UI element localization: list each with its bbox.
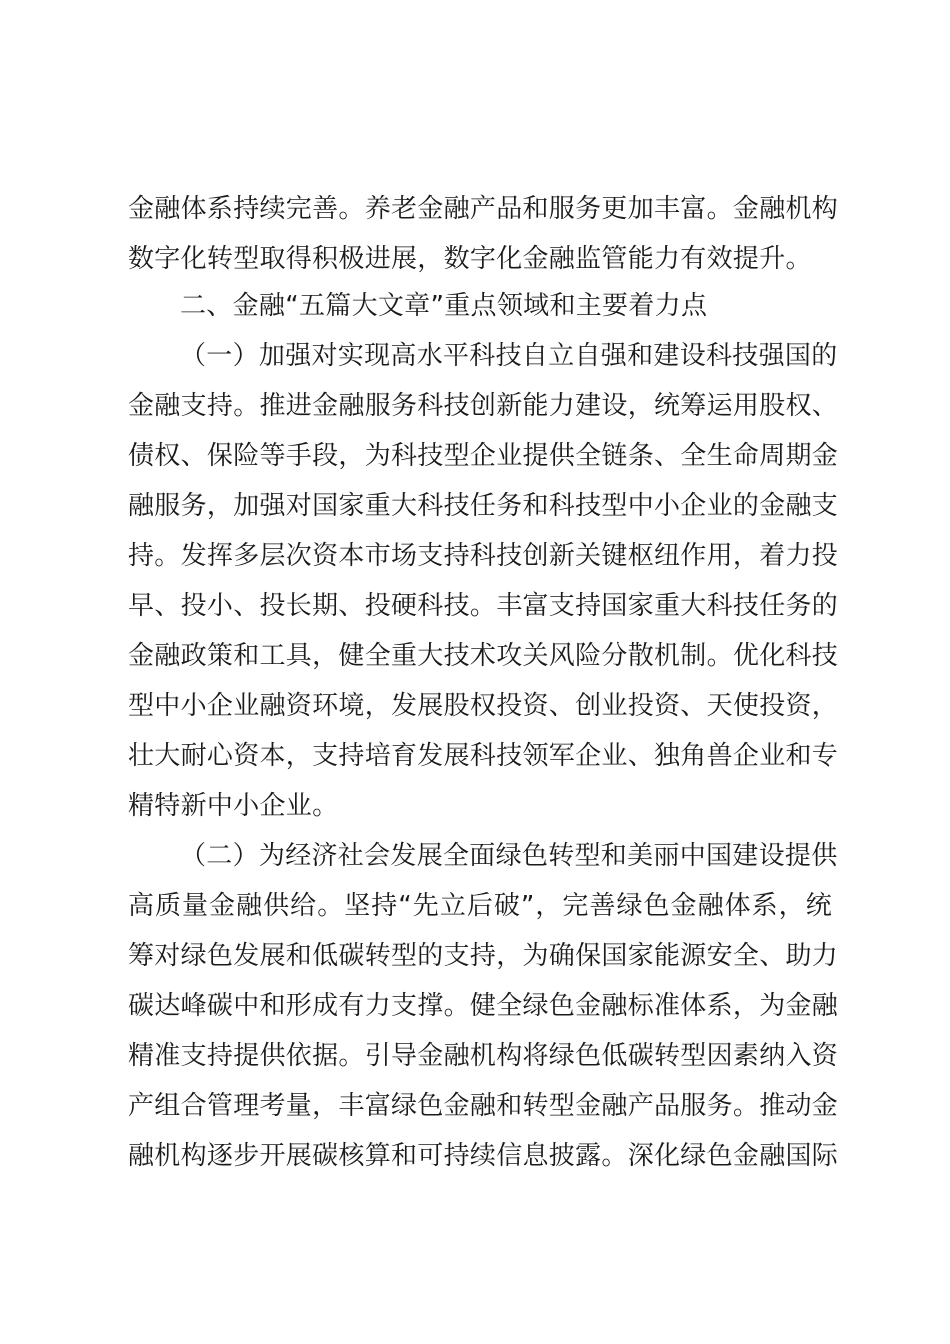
text-line: 融机构逐步开展碳核算和可持续信息披露。深化绿色金融国际	[128, 1141, 839, 1171]
text-line: 金融体系持续完善。养老金融产品和服务更加丰富。金融机构	[128, 194, 839, 224]
text-line: 产组合管理考量，丰富绿色金融和转型金融产品服务。推动金	[128, 1091, 839, 1121]
text-line: 筹对绿色发展和低碳转型的支持，为确保国家能源安全、助力	[128, 941, 839, 971]
paragraph-start-line: （一）加强对实现高水平科技自立自强和建设科技强国的	[180, 341, 838, 371]
paragraph-start-line: （二）为经济社会发展全面绿色转型和美丽中国建设提供	[180, 841, 838, 871]
text-line: 精特新中小企业。	[128, 791, 339, 821]
text-line: 债权、保险等手段，为科技型企业提供全链条、全生命周期金	[128, 441, 839, 471]
text-line: 壮大耐心资本，支持培育发展科技领军企业、独角兽企业和专	[128, 741, 839, 771]
text-line: 早、投小、投长期、投硬科技。丰富支持国家重大科技任务的	[128, 591, 839, 621]
text-line: 型中小企业融资环境，发展股权投资、创业投资、天使投资，	[128, 691, 839, 721]
section-heading: 二、金融“五篇大文章”重点领域和主要着力点	[180, 291, 708, 321]
text-line: 融服务，加强对国家重大科技任务和科技型中小企业的金融支	[128, 491, 839, 521]
text-line: 精准支持提供依据。引导金融机构将绿色低碳转型因素纳入资	[128, 1041, 839, 1071]
text-line: 金融支持。推进金融服务科技创新能力建设，统筹运用股权、	[128, 391, 839, 421]
text-line: 高质量金融供给。坚持“先立后破”，完善绿色金融体系，统	[128, 891, 832, 921]
text-line: 数字化转型取得积极进展，数字化金融监管能力有效提升。	[128, 244, 812, 274]
text-line: 碳达峰碳中和形成有力支撑。健全绿色金融标准体系，为金融	[128, 991, 839, 1021]
text-line: 持。发挥多层次资本市场支持科技创新关键枢纽作用，着力投	[128, 541, 839, 571]
text-line: 金融政策和工具，健全重大技术攻关风险分散机制。优化科技	[128, 641, 839, 671]
